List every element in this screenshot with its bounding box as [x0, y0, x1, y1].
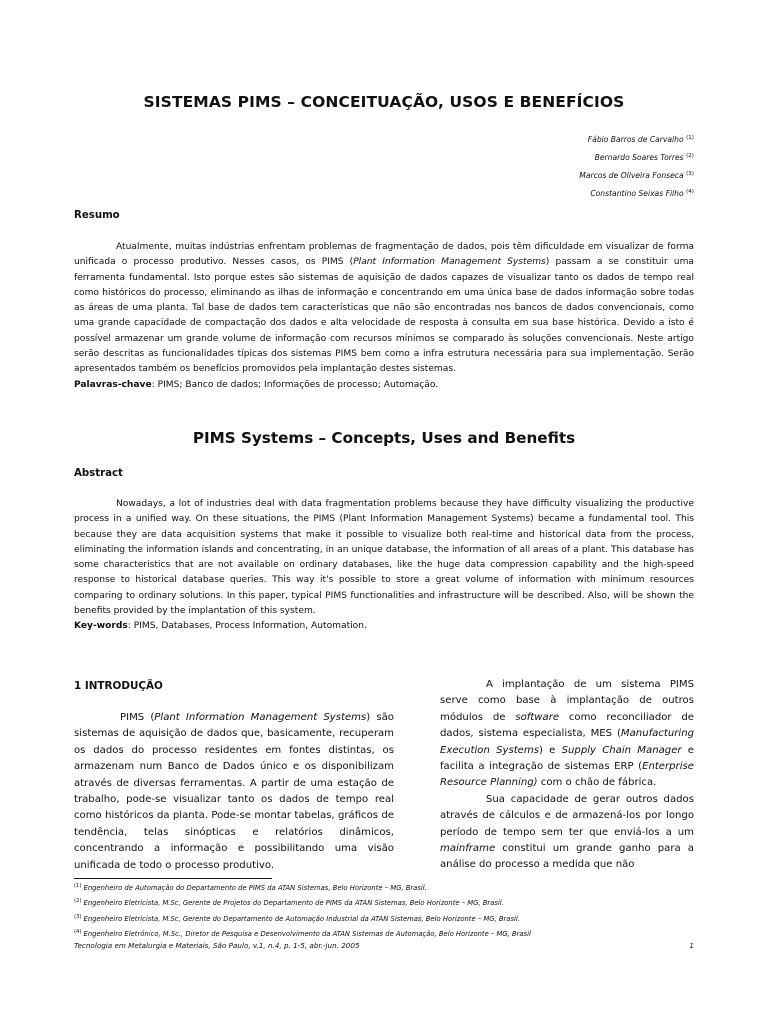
footnote-1	[74, 880, 694, 895]
author-name: Marcos de Oliveira Fonseca	[579, 171, 684, 180]
author-mark: (3)	[686, 171, 694, 177]
page-number: 1	[689, 941, 694, 950]
abstract-paragraph: Nowadays, a lot of industries deal with data fragmentation problems because they have difficulty visualizing the productive process in a unified way. On these situations, the PIMS (Plant Information Management Systems) became a fundamental tool. This because they are data acquisition systems that make it possible to visualize both real-time and historical data from the process, eliminating the information islands and concentrating, in an unique database, the information of all areas of a plant. This database has some characteristics that are not available on ordinary databases, like the huge data compression capability and the high-speed response to historical database queries. This way it's possible to store a great volume of information with minimum resources comparing to ordinary solutions. In this paper, typical PIMS functionalities and infrastructure will be described. Also, will be shown the benefits provided by the implantation of this system.	[74, 499, 694, 617]
intro-text-italic: Plant Information Management Systems	[154, 712, 367, 723]
english-title: PIMS Systems – Concepts, Uses and Benefits	[192, 429, 576, 447]
intro-text: ) e	[538, 744, 562, 756]
author-3	[579, 166, 694, 184]
intro-text: constitui um grande ganho para a análise do processo a medida que não	[440, 843, 694, 871]
author-mark: (2)	[686, 153, 694, 159]
footnotes	[74, 880, 694, 941]
footnote-3	[74, 911, 694, 926]
intro-text-italic: Enterprise Resource Planning)	[440, 761, 694, 789]
keywords-label: Key-words	[74, 621, 128, 632]
keywords-text: : PIMS; Banco de dados; Informações de processo; Automação.	[151, 379, 439, 390]
author-mark: (4)	[686, 189, 694, 195]
footnote-mark: (4)	[74, 928, 82, 935]
author-1	[579, 130, 694, 148]
abstract-heading: Abstract	[74, 468, 123, 479]
footnote-text: Engenheiro Eletricista, M.Sc, Gerente do Departamento de Automação Industrial da ATAN Sistemas, Belo Horizonte – MG, Brasil.	[81, 914, 520, 923]
intro-text-italic: Manufacturing Execution Systems	[440, 728, 694, 756]
intro-text-italic: software	[515, 711, 560, 723]
intro-text: Sua capacidade de gerar outros dados através de cálculos e de armazená-los por longo período de tempo sem ter que enviá-los a um	[440, 793, 694, 838]
footnote-2	[74, 895, 694, 910]
abstract-body	[74, 497, 694, 635]
intro-left-column	[74, 710, 394, 874]
footnote-4	[74, 926, 694, 941]
abstract-keywords	[74, 619, 694, 634]
resumo-body	[74, 240, 694, 393]
keywords-label: Palavras-chave	[74, 379, 152, 390]
footnote-mark: (3)	[74, 913, 82, 920]
resumo-text-a: Atualmente, muitas indústrias enfrentam problemas de fragmentação de dados, pois têm dificuldade em visualizar de forma unificada o processo produtivo. Nesses casos, os PIMS (	[74, 242, 694, 268]
footnote-text: Engenheiro Eletrônico, M.Sc., Diretor de Pesquisa e Desenvolvimento da ATAN Sistemas de Automação, Belo Horizonte – MG, Brasil	[81, 929, 531, 938]
intro-heading: 1 INTRODUÇÃO	[74, 680, 163, 692]
resumo-keywords	[74, 378, 694, 393]
author-list	[579, 130, 694, 202]
intro-text: ) são sistemas de aquisição de dados que, basicamente, recuperam os dados do processo residentes em fontes distintas, os armazenam num Banco de Dados único e os disponibilizam através de diversas ferramentas. A partir de uma estação de trabalho, pode-se visualizar tanto os dados de tempo real como históricos da planta. Pode-se montar tabelas, gráficos de tendência, telas sinópticas e relatórios dinâmicos, concentrando a informação e possibilitando uma visão unificada de todo o processo produtivo.	[74, 712, 394, 871]
keywords-text: : PIMS, Databases, Process Information, Automation.	[127, 621, 367, 632]
journal-citation: Tecnologia em Metalurgia e Materiais, São Paulo, v.1, n.4, p. 1-5, abr.-jun. 2005	[74, 941, 360, 950]
intro-text-italic: mainframe	[440, 843, 496, 855]
author-2	[579, 148, 694, 166]
footnote-mark: (1)	[74, 883, 82, 889]
resumo-heading: Resumo	[74, 210, 120, 221]
author-name: Bernardo Soares Torres	[594, 153, 684, 162]
page-title: SISTEMAS PIMS – CONCEITUAÇÃO, USOS E BENEFÍCIOS	[143, 93, 625, 111]
footnote-text: Engenheiro de Automação do Departamento de PIMS da ATAN Sistemas, Belo Horizonte – MG, Brasil.	[81, 884, 427, 892]
author-4	[579, 184, 694, 202]
intro-text-italic: Supply Chain Manager	[561, 744, 682, 756]
author-mark: (1)	[686, 135, 694, 141]
intro-text: PIMS (	[120, 712, 155, 723]
intro-text: e facilita a integração de sistemas ERP (	[440, 744, 695, 773]
intro-paragraph	[440, 792, 694, 874]
footnote-divider	[74, 878, 272, 879]
resumo-paragraph	[74, 240, 694, 378]
footnote-text: Engenheiro Eletricista, M.Sc, Gerente de Projetos do Departamento de PIMS da ATAN Sistemas, Belo Horizonte – MG, Brasil.	[81, 899, 504, 908]
intro-text: A implantação de um sistema PIMS serve como base à implantação de outros módulos de	[440, 679, 694, 723]
intro-paragraph	[440, 677, 694, 792]
resumo-text-b: ) passam a se constituir uma ferramenta fundamental. Isto porque estes são sistemas de aquisição de dados capazes de visualizar tanto os dados de tempo real como históricos do processo, eliminando as ilhas de informação e concentrando em uma única base de dados informação sobre todas as áreas de uma planta. Tal base de dados tem características que não são encontradas nos bancos de dados convencionais, como uma grande capacidade de compactação dos dados e alta velocidade de resposta à consulta em sua base histórica. Devido a isto é possível armazenar um grande volume de informação com recursos mínimos se comparado às soluções convencionais. Neste artigo serão descritas as funcionalidades típicas dos sistemas PIMS bem como a infra estrutura necessária para sua implementação. Serão apresentados também os benefícios promovidos pela implantação destes sistemas.	[74, 257, 695, 375]
intro-right-column	[440, 677, 694, 874]
page-footer	[74, 941, 694, 950]
footnote-mark: (2)	[74, 898, 82, 905]
author-name: Fábio Barros de Carvalho	[587, 135, 684, 144]
intro-text: como reconciliador de dados, sistema especialista, MES (	[440, 711, 694, 740]
intro-text: com o chão de fábrica.	[537, 777, 657, 789]
author-name: Constantino Seixas Filho	[590, 189, 684, 198]
resumo-text-italic: Plant Information Management Systems	[353, 257, 546, 268]
intro-paragraph	[74, 710, 394, 874]
